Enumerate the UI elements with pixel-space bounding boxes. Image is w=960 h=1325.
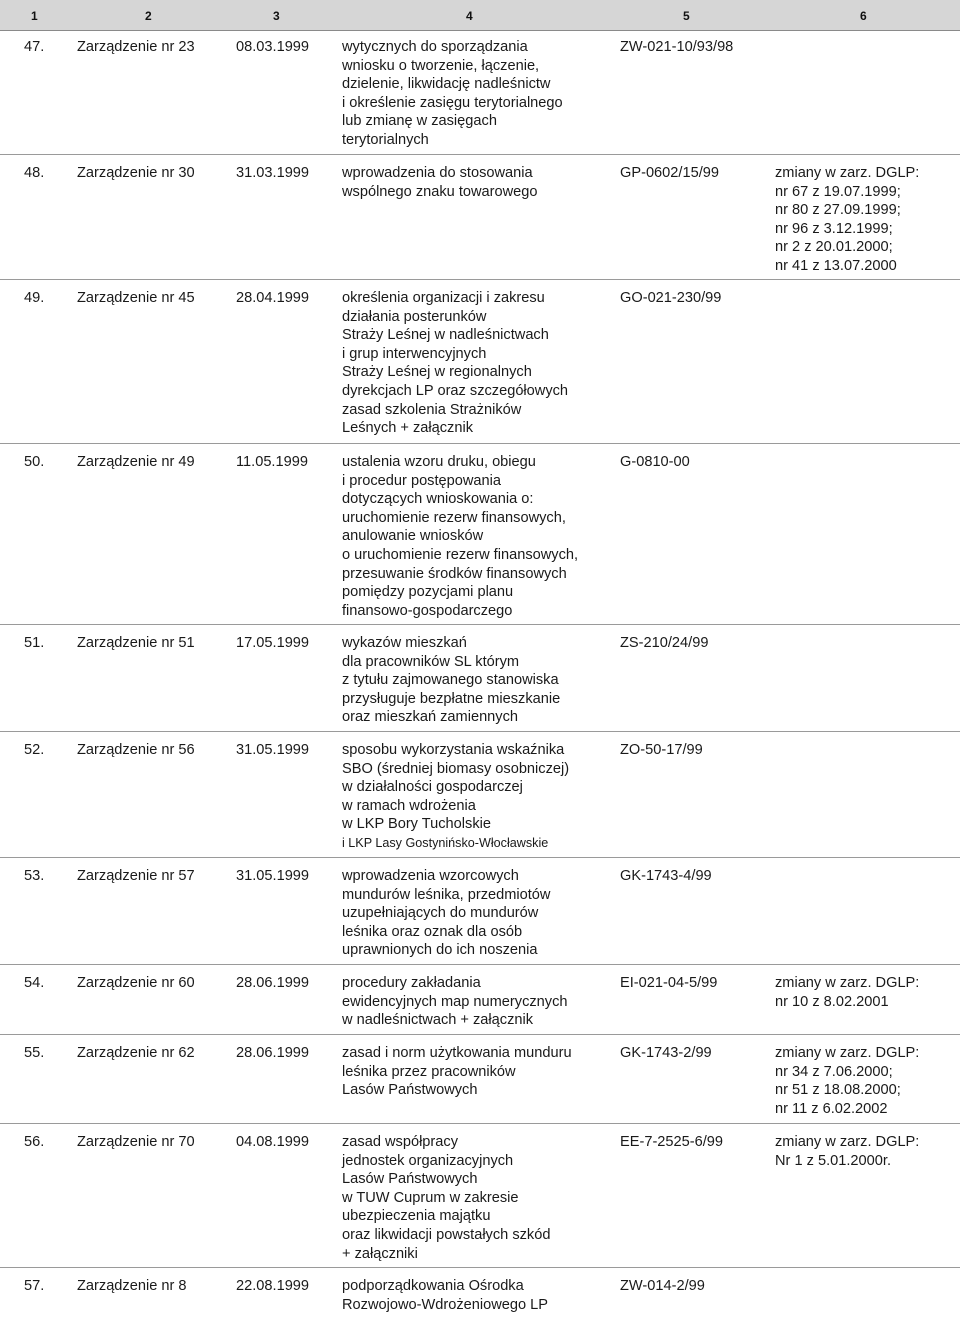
order-description-line: działania posterunków [342,308,487,325]
order-description-line: wniosku o tworzenie, łączenie, [342,57,540,74]
order-code: EE-7-2525-6/99 [620,1134,724,1150]
order-description-line: dla pracowników SL którym [342,653,520,670]
order-code: ZO-50-17/99 [620,742,703,758]
order-description-line: dyrekcjach LP oraz szczegółowych [342,382,569,399]
order-name: Zarządzenie nr 49 [77,454,195,470]
order-description-line: procedury zakładania [342,975,481,991]
row-number: 54. [24,975,45,991]
order-description-line: dotyczących wnioskowania o: [342,491,534,508]
order-date: 08.03.1999 [236,39,310,55]
order-description-line: w nadleśnictwach + załącznik [342,1012,534,1029]
row-number: 50. [24,454,45,470]
order-name: Zarządzenie nr 70 [77,1134,195,1150]
order-code: ZW-021-10/93/98 [620,39,734,55]
order-description-line: z tytułu zajmowanego stanowiska [342,672,559,689]
order-description-line: w ramach wdrożenia [342,797,476,814]
order-name: Zarządzenie nr 30 [77,165,195,181]
order-description-line: pomiędzy pozycjami planu [342,584,514,601]
row-number: 57. [24,1278,45,1294]
order-date: 22.08.1999 [236,1278,310,1294]
order-description-line: i określenie zasięgu terytorialnego [342,94,563,111]
order-description-line: anulowanie wniosków [342,528,484,545]
order-date: 31.05.1999 [236,742,310,758]
order-description-line: zasad współpracy [342,1134,458,1150]
order-notes-line: zmiany w zarz. DGLP: [775,1045,920,1061]
order-name: Zarządzenie nr 56 [77,742,195,758]
order-description-line: jednostek organizacyjnych [342,1152,514,1169]
order-description-line: ewidencyjnych map numerycznych [342,993,568,1010]
order-description [342,741,612,853]
order-description-line: w LKP Bory Tucholskie [342,816,491,833]
order-description-line: Leśnych + załącznik [342,420,474,437]
order-code: G-0810-00 [620,454,690,470]
order-description-line: lub zmianę w zasięgach [342,113,497,130]
order-description-line: + załączniki [342,1245,418,1262]
order-description-line: mundurów leśnika, przedmiotów [342,886,551,903]
order-notes-line: nr 2 z 20.01.2000; [775,239,893,256]
order-code: GO-021-230/99 [620,290,722,306]
header-col-5: 5 [683,9,690,23]
order-name: Zarządzenie nr 23 [77,39,195,55]
order-description-line: i LKP Lasy Gostynińsko-Włocławskie [342,835,549,850]
order-description-line: Lasów Państwowych [342,1082,478,1099]
order-description [342,164,612,201]
order-notes [775,974,919,1011]
order-notes-line: nr 10 z 8.02.2001 [775,993,889,1010]
order-notes-line: nr 51 z 18.08.2000; [775,1082,901,1099]
order-description-line: zasad i norm użytkowania munduru [342,1045,572,1061]
order-date: 31.03.1999 [236,165,310,181]
order-date: 28.04.1999 [236,290,310,306]
order-description-line: wprowadzenia wzorcowych [342,868,519,884]
order-description-line: określenia organizacji i zakresu [342,290,545,306]
order-description-line: w działalności gospodarczej [342,779,523,796]
table-header [0,0,960,31]
order-description-line: ubezpieczenia majątku [342,1208,491,1225]
order-description-line: uprawnionych do ich noszenia [342,942,538,959]
order-description-line: leśnika oraz oznak dla osób [342,923,523,940]
order-description-line: przysługuje bezpłatne mieszkanie [342,690,561,707]
row-divider [0,443,960,444]
row-divider [0,279,960,280]
order-description-line: terytorialnych [342,131,429,148]
order-description-line: ustalenia wzoru druku, obiegu [342,454,536,470]
order-date: 31.05.1999 [236,868,310,884]
row-number: 53. [24,868,45,884]
order-description-line: Lasów Państwowych [342,1171,478,1188]
order-notes-line: nr 34 z 7.06.2000; [775,1063,893,1080]
order-name: Zarządzenie nr 51 [77,635,195,651]
order-description-line: i grup interwencyjnych [342,345,487,362]
order-code: GK-1743-2/99 [620,1045,712,1061]
order-description [342,974,612,1030]
order-description-line: dzielenie, likwidację nadleśnictw [342,76,551,93]
row-number: 49. [24,290,45,306]
order-notes [775,1133,919,1170]
order-notes-line: nr 67 z 19.07.1999; [775,183,901,200]
order-description-line: oraz mieszkań zamiennych [342,709,519,726]
order-description-line: i procedur postępowania [342,472,502,489]
order-description-line: uzupełniających do mundurów [342,905,539,922]
order-description-line: leśnika przez pracowników [342,1063,516,1080]
order-notes-line: nr 11 z 6.02.2002 [775,1100,888,1117]
order-notes-line: zmiany w zarz. DGLP: [775,1134,920,1150]
order-notes-line: nr 96 z 3.12.1999; [775,220,893,237]
order-notes-line: zmiany w zarz. DGLP: [775,165,920,181]
header-col-4: 4 [466,9,473,23]
row-number: 56. [24,1134,45,1150]
order-code: GP-0602/15/99 [620,165,719,181]
row-divider [0,624,960,625]
order-name: Zarządzenie nr 45 [77,290,195,306]
order-description [342,1277,612,1314]
order-description [342,1133,612,1263]
order-name: Zarządzenie nr 57 [77,868,195,884]
order-description-line: zasad szkolenia Strażników [342,401,522,418]
order-description-line: Rozwojowo-Wdrożeniowego LP [342,1296,549,1313]
order-notes [775,1044,919,1118]
order-description-line: Straży Leśnej w nadleśnictwach [342,327,549,344]
order-name: Zarządzenie nr 62 [77,1045,195,1061]
row-divider [0,1267,960,1268]
order-description-line: przesuwanie środków finansowych [342,565,567,582]
order-date: 11.05.1999 [236,454,308,470]
row-number: 47. [24,39,45,55]
order-description-line: oraz likwidacji powstałych szkód [342,1226,551,1243]
row-divider [0,964,960,965]
row-divider [0,1034,960,1035]
row-divider [0,857,960,858]
row-number: 51. [24,635,45,651]
order-notes-line: nr 41 z 13.07.2000 [775,257,897,274]
row-number: 52. [24,742,45,758]
order-description-line: o uruchomienie rezerw finansowych, [342,546,579,563]
order-description [342,38,612,150]
order-description-line: wspólnego znaku towarowego [342,183,538,200]
order-code: ZW-014-2/99 [620,1278,705,1294]
order-date: 04.08.1999 [236,1134,310,1150]
order-description-line: finansowo-gospodarczego [342,602,513,619]
header-col-6: 6 [860,9,867,23]
order-name: Zarządzenie nr 60 [77,975,195,991]
order-description-line: sposobu wykorzystania wskaźnika [342,742,565,758]
order-description-line: wprowadzenia do stosowania [342,165,533,181]
order-description [342,634,612,727]
order-date: 17.05.1999 [236,635,310,651]
order-description [342,1044,612,1100]
order-code: EI-021-04-5/99 [620,975,718,991]
row-divider [0,1123,960,1124]
header-col-2: 2 [145,9,152,23]
order-notes-line: nr 80 z 27.09.1999; [775,202,901,219]
row-number: 55. [24,1045,45,1061]
order-date: 28.06.1999 [236,1045,310,1061]
order-description-line: w TUW Cuprum w zakresie [342,1189,519,1206]
row-divider [0,154,960,155]
order-description-line: SBO (średniej biomasy osobniczej) [342,760,570,777]
header-col-1: 1 [31,9,38,23]
order-description-line: wykazów mieszkań [342,635,467,651]
order-notes-line: zmiany w zarz. DGLP: [775,975,920,991]
order-description-line: uruchomienie rezerw finansowych, [342,509,566,526]
row-divider [0,731,960,732]
order-code: ZS-210/24/99 [620,635,709,651]
order-notes-line: Nr 1 z 5.01.2000r. [775,1152,892,1169]
order-description-line: Straży Leśnej w regionalnych [342,364,532,381]
order-code: GK-1743-4/99 [620,868,712,884]
row-number: 48. [24,165,45,181]
order-notes [775,164,919,276]
order-name: Zarządzenie nr 8 [77,1278,187,1294]
order-description [342,867,612,960]
order-description [342,453,612,620]
order-description-line: podporządkowania Ośrodka [342,1278,524,1294]
order-description-line: wytycznych do sporządzania [342,39,528,55]
order-description [342,289,612,438]
order-date: 28.06.1999 [236,975,310,991]
header-col-3: 3 [273,9,280,23]
